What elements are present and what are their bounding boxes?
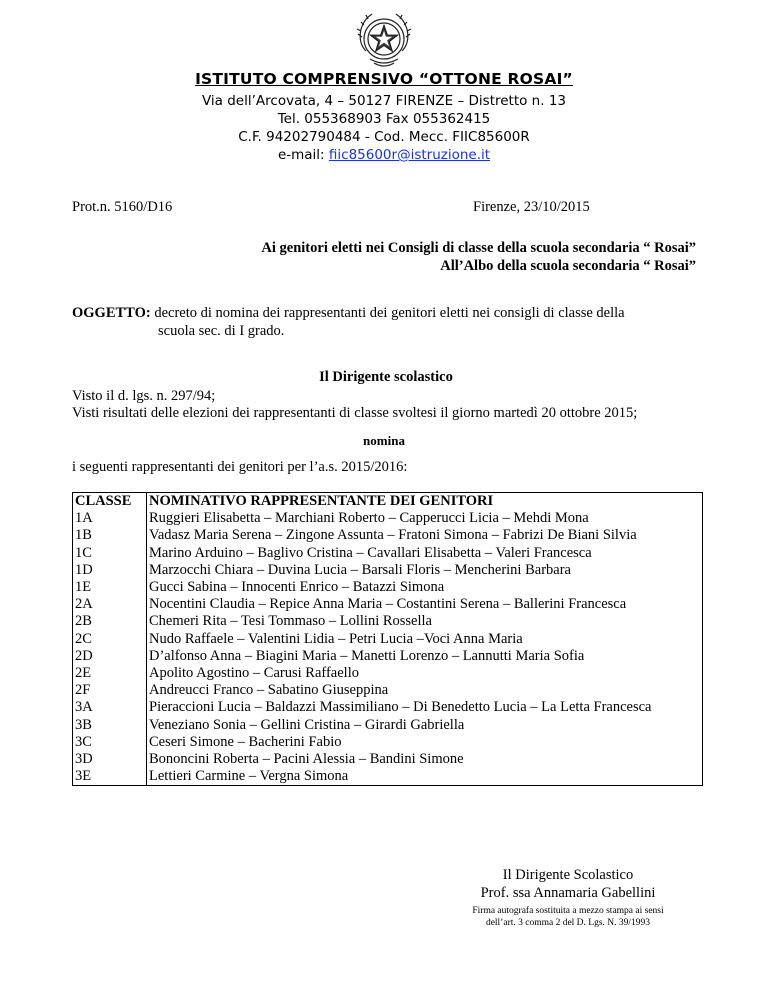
representatives-table: [72, 492, 703, 786]
signature-name: Prof. ssa Annamaria Gabellini: [480, 885, 656, 901]
representatives-cell: Vadasz Maria Serena – Zingone Assunta – Fratoni Simona – Fabrizi De Biani Silvia: [149, 527, 637, 544]
class-cell: 2B: [73, 613, 147, 630]
institute-codes: C.F. 94202790484 - Cod. Mecc. FIIC85600R: [238, 129, 530, 145]
table-row: [73, 613, 703, 630]
representatives-cell: Veneziano Sonia – Gellini Cristina – Girardi Gabriella: [149, 716, 465, 733]
representatives-cell: D’alfonso Anna – Biagini Maria – Manetti Lorenzo – Lannutti Maria Sofia: [149, 647, 585, 664]
class-cell: 3B: [73, 717, 147, 734]
signature-note-2: dell’art. 3 comma 2 del D. Lgs. N. 39/1993: [485, 918, 651, 928]
header-representatives: NOMINATIVO RAPPRESENTANTE DEI GENITORI: [149, 493, 494, 509]
representatives-cell: Pieraccioni Lucia – Baldazzi Massimiliano – Di Benedetto Lucia – La Letta Francesca: [149, 699, 652, 716]
table-row: [73, 648, 703, 665]
class-cell: 1C: [73, 545, 147, 562]
class-cell: 3D: [73, 751, 147, 768]
class-cell: 2C: [73, 631, 147, 648]
document-date: Firenze, 23/10/2015: [473, 199, 590, 215]
representatives-cell: Bononcini Roberta – Pacini Alessia – Bandini Simone: [149, 751, 464, 768]
table-header-row: [73, 493, 703, 511]
representatives-cell: Chemeri Rita – Tesi Tommaso – Lollini Rossella: [149, 613, 432, 630]
representatives-cell: Ceseri Simone – Bacherini Fabio: [149, 733, 342, 750]
intro-line: i seguenti rappresentanti dei genitori per l’a.s. 2015/2016:: [72, 459, 408, 475]
table-row: [73, 768, 703, 786]
representatives-cell: Marino Arduino – Baglivo Cristina – Cavallari Elisabetta – Valeri Francesca: [149, 544, 592, 561]
subject-line: [72, 304, 625, 322]
representatives-cell: Nudo Raffaele – Valentini Lidia – Petri Lucia –Voci Anna Maria: [149, 630, 523, 647]
email-link[interactable]: fiic85600r@istruzione.it: [328, 147, 491, 163]
table-row: [73, 665, 703, 682]
signature-note-1: Firma autografa sostituita a mezzo stampa ai sensi: [472, 906, 664, 916]
visto-line-2: Visti risultati delle elezioni dei rappresentanti di classe svoltesi il giorno martedì 20 ottobre 2015;: [72, 405, 638, 421]
representatives-cell: Ruggieri Elisabetta – Marchiani Roberto – Capperucci Licia – Mehdi Mona: [149, 510, 589, 527]
table-row: [73, 682, 703, 699]
table-row: [73, 596, 703, 613]
table-row: [73, 579, 703, 596]
representatives-cell: Lettieri Carmine – Vergna Simona: [149, 768, 349, 785]
class-cell: 1D: [73, 562, 147, 579]
protocol-number: Prot.n. 5160/D16: [72, 199, 173, 215]
class-cell: 3C: [73, 734, 147, 751]
recipient-line-1: Ai genitori eletti nei Consigli di classe della scuola secondaria “ Rosai”: [261, 240, 696, 256]
visto-line-1: Visto il d. lgs. n. 297/94;: [72, 388, 216, 404]
email-label: e-mail:: [277, 147, 329, 163]
table-row: [73, 751, 703, 768]
representatives-cell: Marzocchi Chiara – Duvina Lucia – Barsali Floris – Mencherini Barbara: [149, 561, 571, 578]
representatives-cell: Andreucci Franco – Sabatino Giuseppina: [149, 682, 389, 699]
table-row: [73, 699, 703, 716]
header-class: CLASSE: [73, 493, 147, 511]
subject-text-2: scuola sec. di I grado.: [158, 323, 285, 339]
class-cell: 2F: [73, 682, 147, 699]
subject-label: OGGETTO:: [72, 305, 151, 321]
institute-title: ISTITUTO COMPRENSIVO “OTTONE ROSAI”: [195, 70, 573, 88]
representatives-cell: Gucci Sabina – Innocenti Enrico – Batazzi Simona: [149, 579, 445, 596]
class-cell: 2A: [73, 596, 147, 613]
class-cell: 1B: [73, 527, 147, 544]
decree-heading: Il Dirigente scolastico: [319, 369, 453, 385]
table-row: [73, 510, 703, 527]
class-cell: 1E: [73, 579, 147, 596]
institute-email-line: [0, 147, 768, 164]
class-cell: 1A: [73, 510, 147, 527]
table-row: [73, 562, 703, 579]
class-cell: 2E: [73, 665, 147, 682]
table-row: [73, 527, 703, 544]
nomina-heading: nomina: [363, 433, 405, 448]
representatives-cell: Nocentini Claudia – Repice Anna Maria – Costantini Serena – Ballerini Francesca: [149, 596, 627, 613]
italian-republic-emblem-icon: [348, 5, 420, 77]
class-cell: 2D: [73, 648, 147, 665]
institute-address: Via dell’Arcovata, 4 – 50127 FIRENZE – Distretto n. 13: [201, 93, 566, 109]
class-cell: 3E: [73, 768, 147, 786]
table-row: [73, 717, 703, 734]
table-row: [73, 631, 703, 648]
recipient-line-2: All’Albo della scuola secondaria “ Rosai”: [440, 258, 696, 274]
table-row: [73, 545, 703, 562]
class-cell: 3A: [73, 699, 147, 716]
representatives-cell: Apolito Agostino – Carusi Raffaello: [149, 665, 359, 682]
institute-phone: Tel. 055368903 Fax 055362415: [277, 111, 491, 127]
signature-title: Il Dirigente Scolastico: [502, 867, 634, 883]
subject-text-1: decreto di nomina dei rappresentanti dei genitori eletti nei consigli di classe della: [154, 305, 625, 321]
table-row: [73, 734, 703, 751]
